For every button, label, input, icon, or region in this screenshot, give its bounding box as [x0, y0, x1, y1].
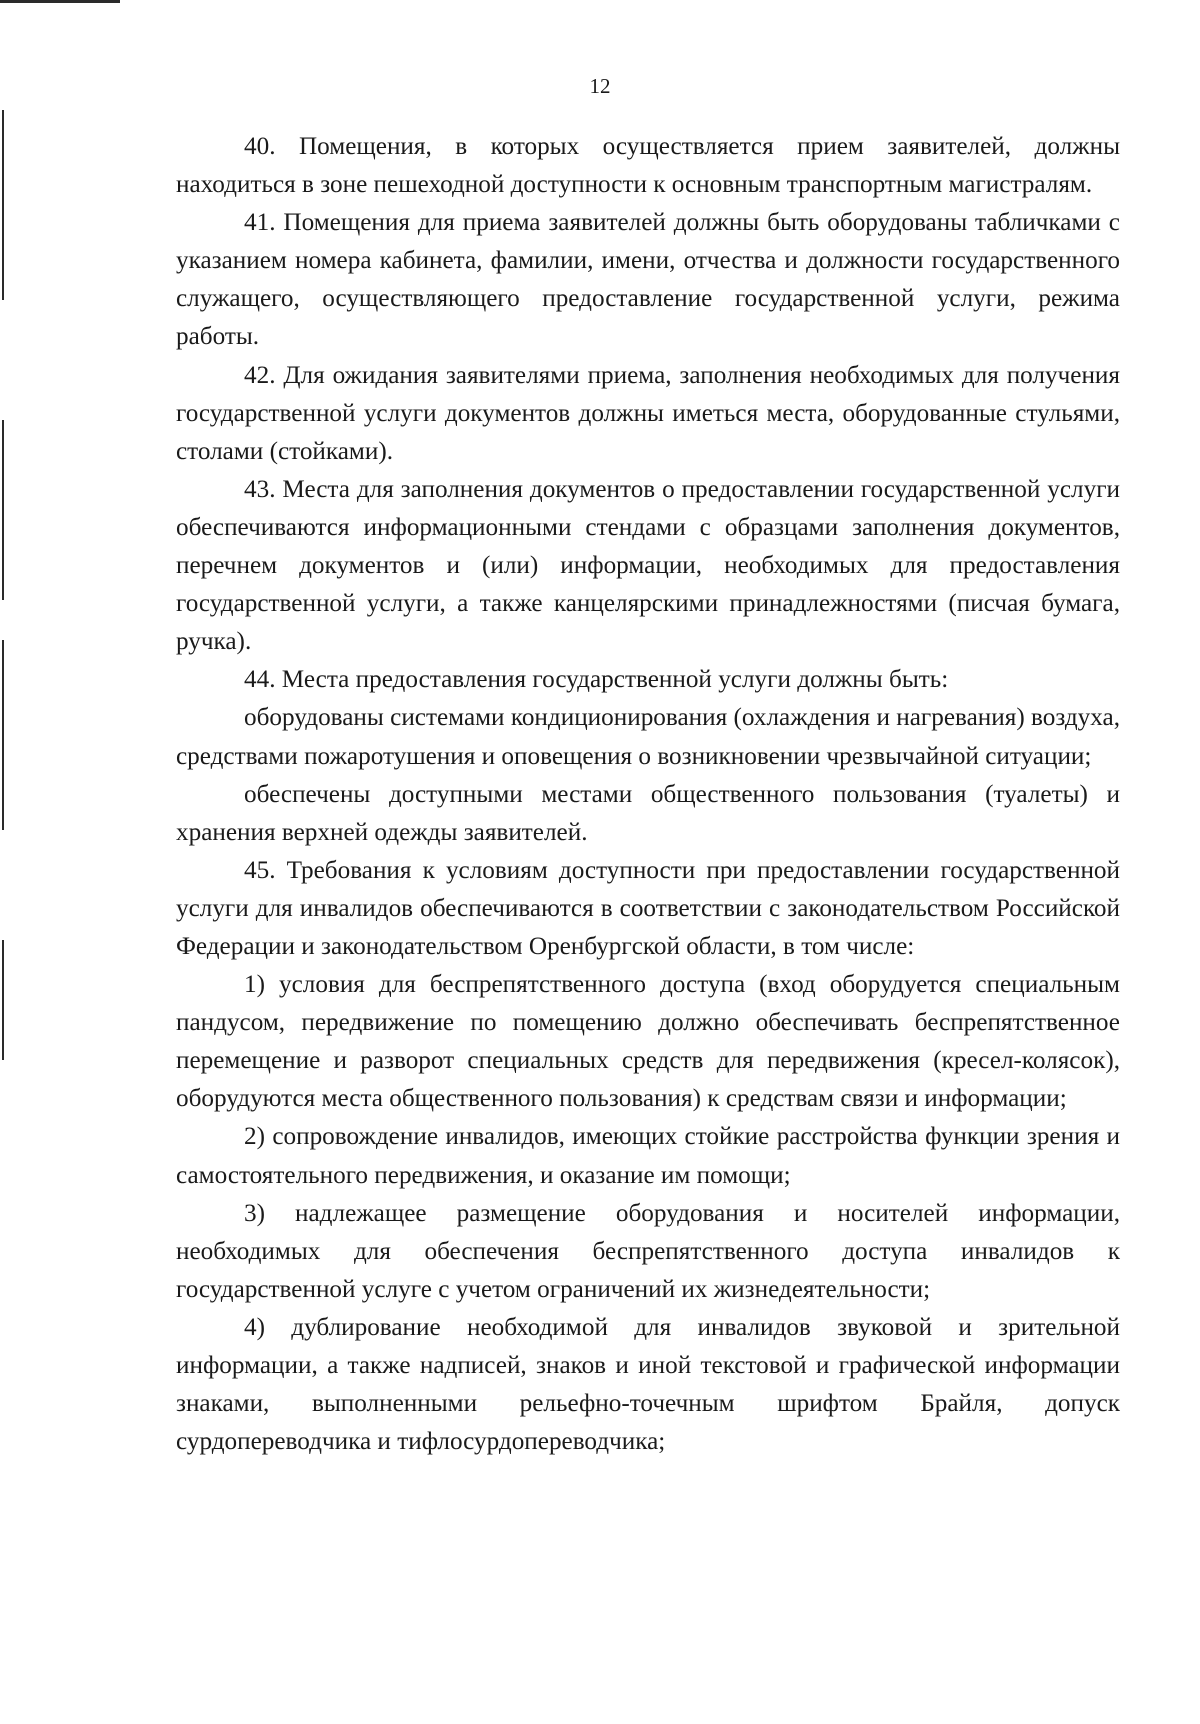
- paragraph-42: 42. Для ожидания заявителями приема, заполнения необходимых для получения государственной услуги документов должны иметься места, оборудованные стульями, столами (стойками).: [176, 361, 1120, 465]
- page-number: 12: [589, 74, 611, 98]
- paragraph-40: 40. Помещения, в которых осуществляется прием заявителей, должны находиться в зоне пешеходной доступности к основным транспортным магистралям.: [176, 133, 1120, 199]
- paragraph-45-item-1: 1) условия для беспрепятственного доступа (вход оборудуется специальным пандусом, передвижение по помещению должно обеспечивать беспрепятственное перемещение и разворот специальных средств для передвижения (кресел-колясок), оборудуются места общественного пользования) к средствам связи и информации;: [176, 971, 1120, 1113]
- scan-edge-left: [2, 110, 4, 300]
- scan-edge-left: [2, 420, 4, 600]
- paragraph-44-item-2: обеспечены доступными местами общественного пользования (туалеты) и хранения верхней одежды заявителей.: [176, 780, 1120, 846]
- paragraph-44: 44. Места предоставления государственной услуги должны быть:: [244, 666, 949, 694]
- paragraph-41: 41. Помещения для приема заявителей должны быть оборудованы табличками с указанием номера кабинета, фамилии, имени, отчества и должности государственного служащего, осуществляющего предоставление государственной услуги, режима работы.: [176, 209, 1120, 351]
- scan-edge-left: [2, 940, 4, 1060]
- paragraph-45-item-2: 2) сопровождение инвалидов, имеющих стойкие расстройства функции зрения и самостоятельного передвижения, и оказание им помощи;: [176, 1123, 1120, 1189]
- paragraph-45-item-3: 3) надлежащее размещение оборудования и носителей информации, необходимых для обеспечения беспрепятственного доступа инвалидов к государственной услуге с учетом ограничений их жизнедеятельности;: [176, 1199, 1120, 1303]
- scan-edge-top: [0, 0, 120, 3]
- paragraph-45: 45. Требования к условиям доступности при предоставлении государственной услуги для инвалидов обеспечиваются в соответствии с законодательством Российской Федерации и законодательством Оренбургской области, в том числе:: [176, 856, 1120, 960]
- paragraph-44-item-1: оборудованы системами кондиционирования (охлаждения и нагревания) воздуха, средствами пожаротушения и оповещения о возникновении чрезвычайной ситуации;: [176, 704, 1120, 770]
- paragraph-45-item-4: 4) дублирование необходимой для инвалидов звуковой и зрительной информации, а также надписей, знаков и иной текстовой и графической информации знаками, выполненными рельефно-точечным шрифтом Брайля, допуск сурдопереводчика и тифлосурдопереводчика;: [176, 1313, 1120, 1456]
- paragraph-43: 43. Места для заполнения документов о предоставлении государственной услуги обеспечиваются информационными стендами с образцами заполнения документов, перечнем документов и (или) информации, необходимых для предоставления государственной услуги, а также канцелярскими принадлежностями (писчая бумага, ручка).: [176, 475, 1120, 656]
- scan-edge-left: [2, 640, 4, 830]
- document-body: [176, 128, 1120, 1461]
